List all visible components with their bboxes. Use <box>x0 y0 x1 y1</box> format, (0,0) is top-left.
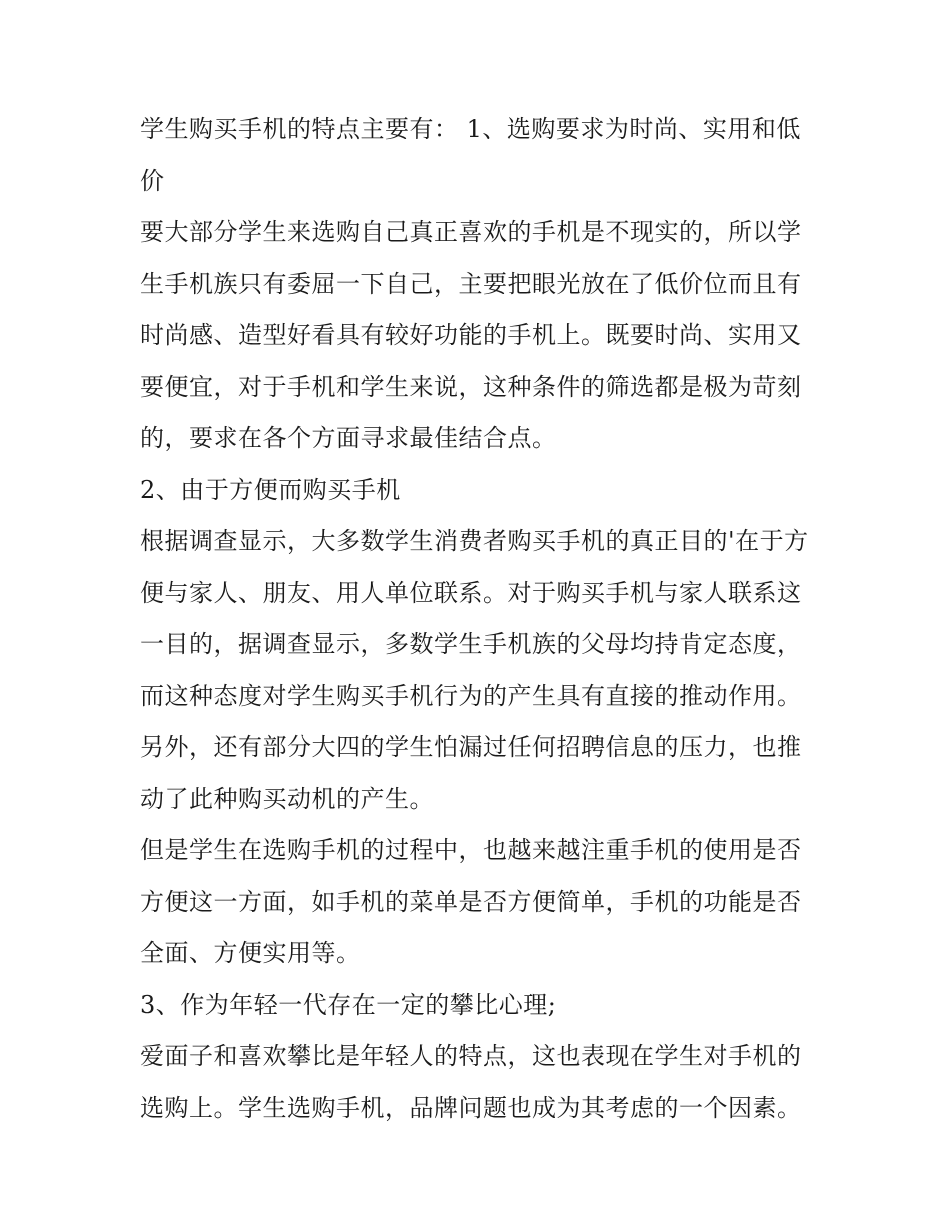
paragraph-point-3-heading: 3、作为年轻一代存在一定的攀比心理; <box>140 990 557 1019</box>
paragraph-intro-point-1: 学生购买手机的特点主要有： 1、选购要求为时尚、实用和低价 <box>140 115 801 195</box>
document-body <box>140 104 820 1134</box>
paragraph-convenience-detail: 根据调查显示，大多数学生消费者购买手机的真正目的'在于方便与家人、朋友、用人单位联系。对于购买手机与家人联系这一目的，据调查显示，多数学生手机族的父母均持肯定态度，而这种态度对学生购买手机行为的产生具有直接的推动作用。另外，还有部分大四的学生怕漏过任何招聘信息的压力，也推动了此种购买动机的产生。 <box>140 527 809 813</box>
paragraph-usability-detail: 但是学生在选购手机的过程中，也越来越注重手机的使用是否方便这一方面，如手机的菜单是否方便简单，手机的功能是否全面、方便实用等。 <box>140 836 802 967</box>
paragraph-point-2-heading: 2、由于方便而购买手机 <box>140 475 401 504</box>
paragraph-low-price-detail: 要大部分学生来选购自己真正喜欢的手机是不现实的，所以学生手机族只有委屈一下自己，主要把眼光放在了低价位而且有时尚感、造型好看具有较好功能的手机上。既要时尚、实用又要便宜，对于手机和学生来说，这种条件的筛选都是极为苛刻的，要求在各个方面寻求最佳结合点。 <box>140 218 802 452</box>
paragraph-brand-detail: 爱面子和喜欢攀比是年轻人的特点，这也表现在学生对手机的选购上。学生选购手机，品牌问题也成为其考虑的一个因素。 <box>140 1042 802 1122</box>
